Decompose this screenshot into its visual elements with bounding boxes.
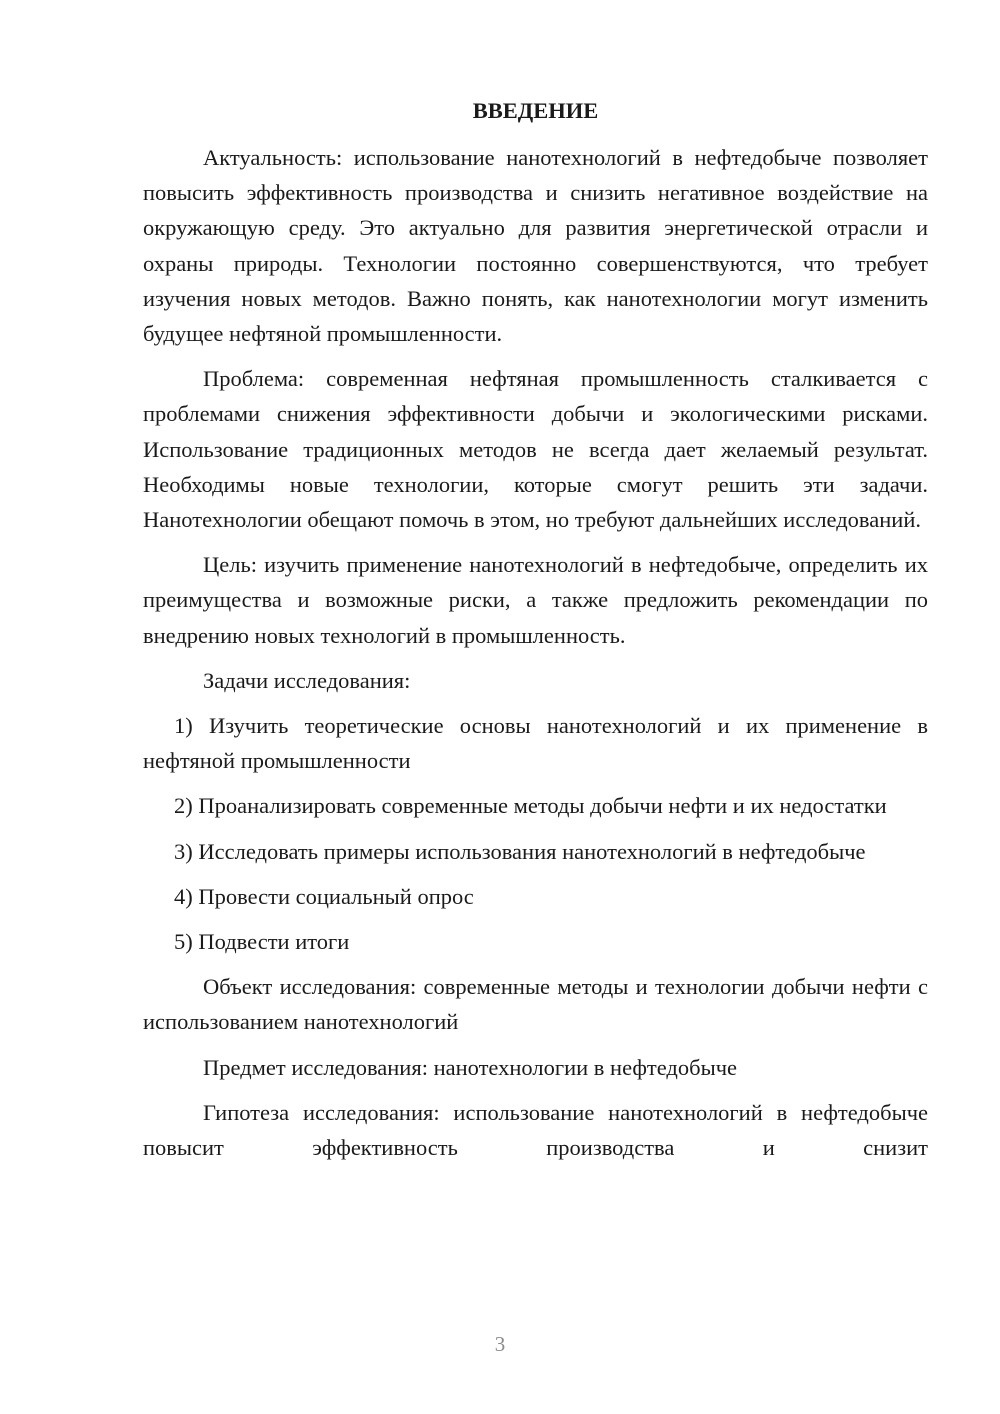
relevance-paragraph: Актуальность: использование нанотехнологий в нефтедобыче позволяет повысить эффективность производства и снизить негативное воздействие на окружающую среду. Это актуально для развития энергетической отрасли и охраны природы. Технологии постоянно совершенствуются, что требует изучения новых методов. Важно понять, как нанотехнологии могут изменить будущее нефтяной промышленности. [143,145,928,347]
tasks-heading: Задачи исследования: [203,667,411,693]
subject-paragraph: Предмет исследования: нанотехнологии в нефтедобыче [203,1054,737,1080]
task-item-4: 4) Провести социальный опрос [174,883,474,909]
object-paragraph: Объект исследования: современные методы и технологии добычи нефти с использованием нанотехнологий [143,974,928,1035]
page-number: 3 [494,1332,506,1356]
hypothesis-paragraph: Гипотеза исследования: использование нанотехнологий в нефтедобыче повысит эффективность производства и снизит [143,1099,928,1161]
task-item-5: 5) Подвести итоги [174,929,350,955]
task-item-2: 2) Проанализировать современные методы добычи нефти и их недостатки [174,793,887,819]
problem-paragraph: Проблема: современная нефтяная промышленность сталкивается с проблемами снижения эффективности добычи и экологическими рисками. Использование традиционных методов не всегда дает желаемый результат. Необходимы новые технологии, которые смогут решить эти задачи. Нанотехнологии обещают помочь в этом, но требуют дальнейших исследований. [143,366,928,533]
task-item-1: 1) Изучить теоретические основы нанотехнологий и их применение в нефтяной промышленности [143,713,928,774]
goal-paragraph: Цель: изучить применение нанотехнологий в нефтедобыче, определить их преимущества и возможные риски, а также предложить рекомендации по внедрению новых технологий в промышленность. [143,552,928,648]
task-item-3: 3) Исследовать примеры использования нанотехнологий в нефтедобыче [174,838,866,864]
section-title: ВВЕДЕНИЕ [472,98,599,123]
document-page [143,93,928,1175]
